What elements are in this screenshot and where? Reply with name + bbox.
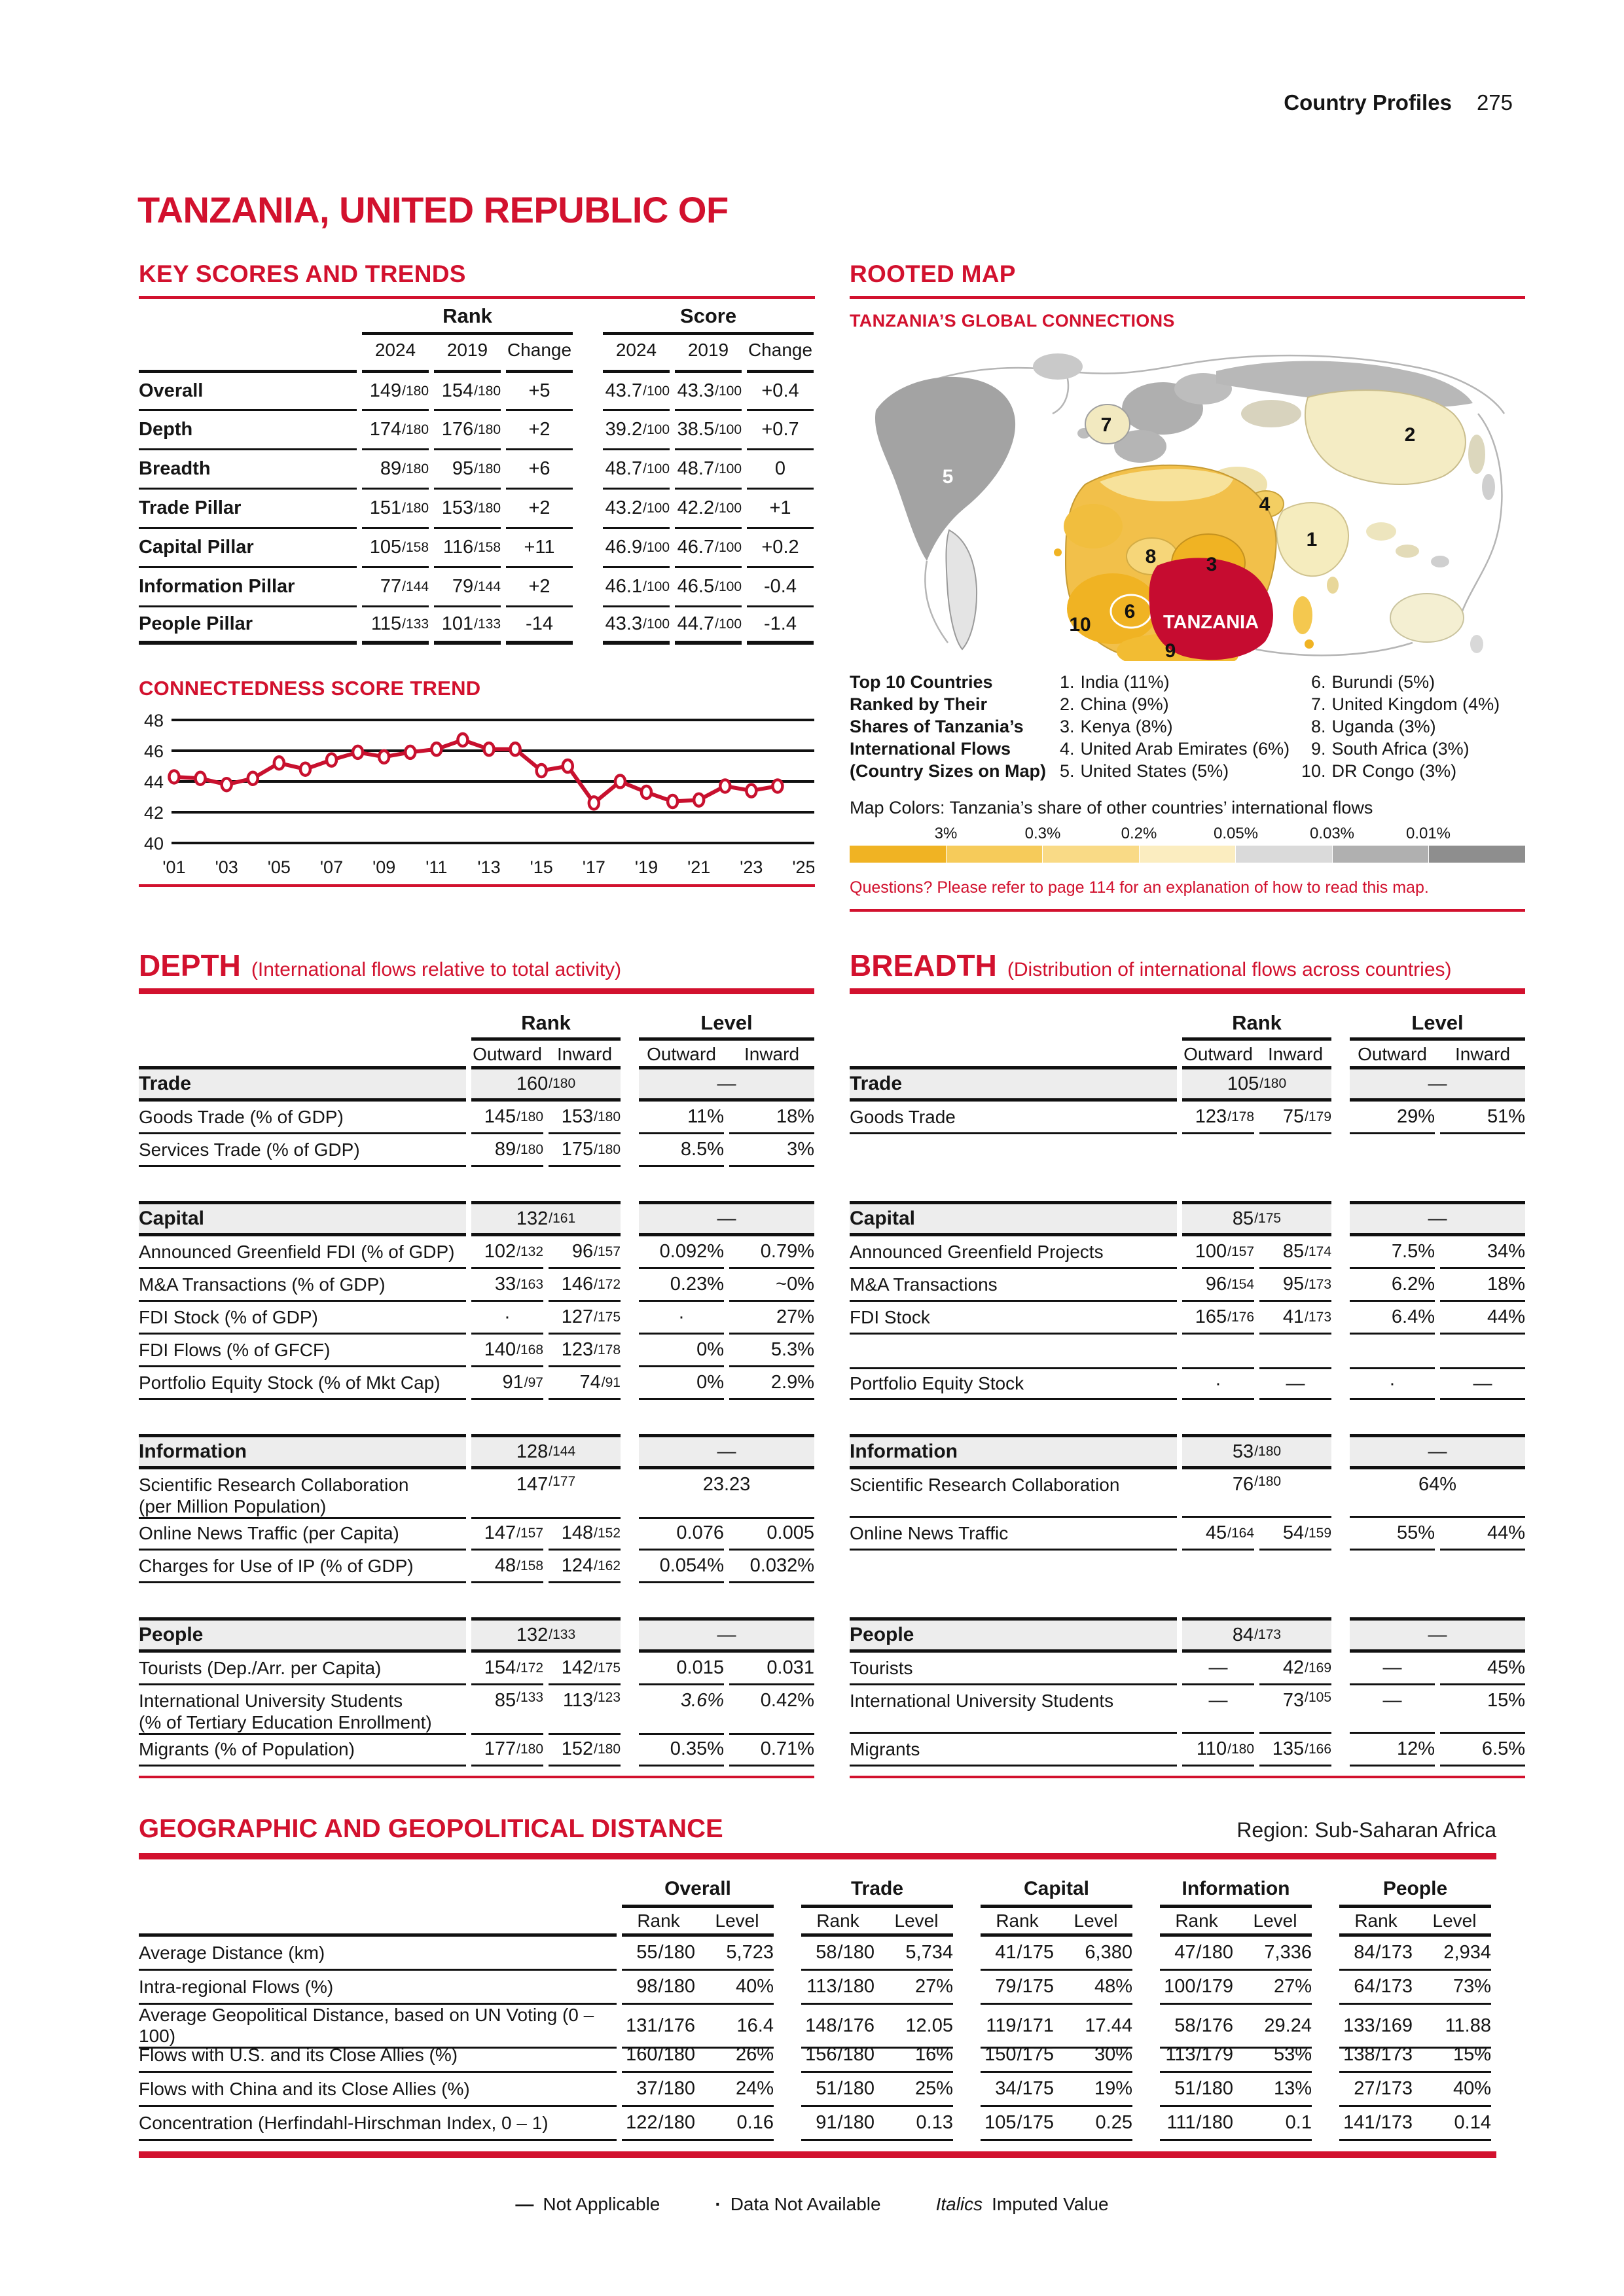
table-row: Online News Traffic 45 /164 54 /159 55% 44% — [850, 1518, 1525, 1551]
scale-label: 0.3% — [1024, 825, 1061, 842]
rank-2019-cell: 176 /180 — [434, 409, 501, 448]
inward-header: Inward — [1267, 1044, 1324, 1064]
svg-text:48: 48 — [143, 711, 164, 730]
table-row: Flows with U.S. and its Close Allies (%) 160/180 26% 156/180 16% 150/175 30% 113/179 53% 138/173 15% — [139, 2039, 1496, 2073]
table-row: Concentration (Herfindahl-Hirschman Index, 0 – 1) 122/180 0.16 91/180 0.13 105/175 0.25 111/180 0.1 141/173 0.14 — [139, 2107, 1496, 2141]
inward-header: Inward — [744, 1044, 800, 1064]
breadth-title: BREADTH — [850, 948, 997, 982]
rank-2019-cell: 95 /180 — [434, 448, 501, 488]
table-row: Portfolio Equity Stock (% of Mkt Cap) 91 /97 74 /91 0% 2.9% — [139, 1367, 814, 1400]
world-cartogram — [850, 335, 1525, 661]
table-row — [139, 488, 815, 527]
divider — [850, 988, 1525, 994]
map-label-tanzania: TANZANIA — [1163, 612, 1259, 633]
table-row: FDI Stock 165 /176 41 /173 6.4% 44% — [850, 1302, 1525, 1335]
top10-col-a — [1046, 671, 1297, 782]
top10-legend — [850, 671, 1525, 782]
rank-2019-cell: 101 /133 — [434, 605, 501, 645]
map-marker-uae: 4 — [1259, 493, 1271, 515]
row-label: Capital Pillar — [139, 527, 357, 566]
rank-2024-cell: 115 /133 — [362, 605, 429, 645]
score-2024-cell: 39.2 /100 — [603, 409, 670, 448]
geo-table — [139, 1878, 1496, 2141]
rank-2024-cell: 105 /158 — [362, 527, 429, 566]
divider — [850, 909, 1525, 912]
svg-text:'17: '17 — [582, 857, 605, 877]
col-header-2019: 2019 — [687, 340, 729, 360]
score-change-cell: 0 — [747, 448, 814, 488]
table-row: FDI Flows (% of GFCF) 140 /168 123 /178 0% 5.3% — [139, 1335, 814, 1367]
rank-change-cell: +6 — [506, 448, 573, 488]
top10-item: 6 . Burundi (5%) — [1310, 672, 1435, 692]
page-number: 275 — [1476, 90, 1513, 115]
rank-group-header: Rank — [521, 1011, 571, 1034]
rank-2024-cell: 151 /180 — [362, 488, 429, 527]
group-header-capital: Capital — [981, 1878, 1132, 1908]
table-row: Announced Greenfield FDI (% of GDP) 102 /132 96 /157 0.092% 0.79% — [139, 1236, 814, 1269]
top10-item: 3 . Kenya (8%) — [1059, 717, 1173, 736]
top10-caption: Top 10 Countries Ranked by Their Shares of Tanzania’s International Flows (Country Sizes on Map) — [850, 672, 1047, 781]
table-row: Tourists — 42 /169 — 45% — [850, 1653, 1525, 1685]
table-row: Online News Traffic (per Capita) 147 /157 148 /152 0.076 0.005 — [139, 1518, 814, 1551]
top10-item: 1 . India (11%) — [1059, 672, 1170, 692]
map-marker-india: 1 — [1306, 529, 1318, 550]
row-label: Overall — [139, 370, 357, 409]
table-row: Average Geopolitical Distance, based on UN Voting (0 – 100) 131/176 16.4 148/176 12.05 119/171 17.44 58/176 29.24 133/169 11.88 — [139, 2005, 1496, 2039]
map-marker-us: 5 — [942, 466, 954, 488]
top10-item: 8 . Uganda (3%) — [1310, 717, 1436, 736]
score-change-cell: +0.7 — [747, 409, 814, 448]
group-header-overall: Overall — [622, 1878, 774, 1908]
scale-segment — [850, 846, 946, 863]
table-row: Tourists (Dep./Arr. per Capita) 154 /172 142 /175 0.015 0.031 — [139, 1653, 814, 1685]
svg-text:'05: '05 — [267, 857, 291, 877]
map-korea — [1482, 474, 1495, 500]
map-marker-uk: 7 — [1100, 414, 1112, 436]
divider — [139, 1776, 814, 1778]
legend-not-applicable: — Not Applicable — [515, 2194, 660, 2214]
score-2024-cell: 46.1 /100 — [603, 566, 670, 605]
table-row: Scientific Research Collaboration (per Million Population) 147 /177 23.23 — [139, 1469, 814, 1518]
geo-group-header — [139, 1878, 1496, 1908]
rank-change-cell: +5 — [506, 370, 573, 409]
scale-label: 0.03% — [1309, 825, 1355, 842]
table-row — [139, 409, 815, 448]
region-label: Region: Sub-Saharan Africa — [1236, 1818, 1496, 1842]
trend-section — [139, 677, 815, 887]
rooted-map-heading: ROOTED MAP — [850, 260, 1016, 287]
map-madagascar — [1293, 596, 1312, 634]
breadth-table — [850, 1011, 1525, 1767]
breadth-heading — [850, 948, 1525, 982]
table-row: Migrants 110 /180 135 /166 12% 6.5% — [850, 1734, 1525, 1767]
rooted-map-section — [850, 260, 1525, 912]
divider — [603, 332, 814, 335]
table-row: Average Distance (km) 55/180 5,723 58/180 5,734 41/175 6,380 47/180 7,336 84/173 2,934 — [139, 1937, 1496, 1971]
inward-header: Inward — [556, 1044, 613, 1064]
top10-item: 4 . United Arab Emirates (6%) — [1059, 739, 1290, 759]
rank-2024-cell: 89 /180 — [362, 448, 429, 488]
level-group-header: Level — [1411, 1011, 1464, 1034]
map-philippines — [1431, 556, 1449, 567]
group-row-trade: Trade 160 /180 — — [139, 1066, 814, 1102]
depth-table — [139, 1011, 814, 1767]
table-row: Announced Greenfield Projects 100 /157 85 /174 7.5% 34% — [850, 1236, 1525, 1269]
depth-heading — [139, 948, 814, 982]
divider — [139, 1853, 1496, 1859]
rank-2019-cell: 154 /180 — [434, 370, 501, 409]
inward-header: Inward — [1454, 1044, 1511, 1064]
group-row-information: Information 128 /144 — — [139, 1434, 814, 1469]
divider — [639, 1037, 814, 1041]
rank-2019-cell: 153 /180 — [434, 488, 501, 527]
score-2019-cell: 48.7 /100 — [675, 448, 742, 488]
score-2019-cell: 46.7 /100 — [675, 527, 742, 566]
score-2019-cell: 46.5 /100 — [675, 566, 742, 605]
footnote-legend — [0, 2194, 1624, 2215]
score-2024-cell: 43.7 /100 — [603, 370, 670, 409]
score-2019-cell: 38.5 /100 — [675, 409, 742, 448]
table-row: M&A Transactions (% of GDP) 33 /163 146 /172 0.23% ~0% — [139, 1269, 814, 1302]
svg-text:'19: '19 — [634, 857, 659, 877]
group-header-people: People — [1339, 1878, 1491, 1908]
row-label: Trade Pillar — [139, 488, 357, 527]
rank-2024-cell: 174 /180 — [362, 409, 429, 448]
table-row: Migrants (% of Population) 177 /180 152 /180 0.35% 0.71% — [139, 1734, 814, 1767]
top10-item: 9 . South Africa (3%) — [1310, 739, 1470, 759]
col-header-change: Change — [507, 340, 572, 360]
trend-heading: CONNECTEDNESS SCORE TREND — [139, 677, 481, 700]
scale-segment — [1140, 846, 1236, 863]
divider — [362, 332, 573, 335]
top10-item: 10 . DR Congo (3%) — [1301, 761, 1457, 781]
geo-heading: GEOGRAPHIC AND GEOPOLITICAL DISTANCE — [139, 1814, 723, 1843]
map-australia — [1390, 594, 1464, 642]
scale-segment — [1236, 846, 1332, 863]
svg-text:'21: '21 — [687, 857, 711, 877]
rank-group-header: Rank — [442, 304, 492, 327]
table-row: Charges for Use of IP (% of GDP) 48 /158 124 /162 0.054% 0.032% — [139, 1551, 814, 1583]
group-row-capital: Capital 85 /175 — — [850, 1201, 1525, 1236]
svg-text:40: 40 — [143, 834, 164, 853]
score-2024-cell: 43.2 /100 — [603, 488, 670, 527]
map-se-asia — [1366, 522, 1396, 541]
table-row: Scientific Research Collaboration 76 /180 64% — [850, 1469, 1525, 1518]
trend-chart-svg — [139, 709, 814, 877]
map-sri-lanka — [1327, 577, 1339, 594]
group-row-capital: Capital 132 /161 — — [139, 1201, 814, 1236]
table-row — [139, 370, 815, 409]
depth-section — [139, 948, 814, 1778]
scale-segment — [947, 846, 1043, 863]
table-row: M&A Transactions 96 /154 95 /173 6.2% 18% — [850, 1269, 1525, 1302]
scale-label: 0.2% — [1121, 825, 1157, 842]
group-row-people: People 132 /133 — — [139, 1617, 814, 1653]
divider — [139, 988, 814, 994]
map-indonesia — [1396, 545, 1419, 558]
rank-change-cell: +2 — [506, 409, 573, 448]
col-header-2024: 2024 — [374, 340, 416, 360]
svg-text:'13: '13 — [477, 857, 501, 877]
map-marker-uganda: 8 — [1145, 546, 1157, 567]
score-2024-cell: 48.7 /100 — [603, 448, 670, 488]
outward-header: Outward — [1183, 1044, 1253, 1064]
row-label: Breadth — [139, 448, 357, 488]
table-row: International University Students — 73 /105 — 15% — [850, 1685, 1525, 1734]
table-row — [139, 448, 815, 488]
map-west-africa — [1064, 504, 1123, 548]
outward-header: Outward — [1358, 1044, 1427, 1064]
svg-text:'09: '09 — [372, 857, 396, 877]
divider — [139, 2151, 1496, 2158]
svg-text:'01: '01 — [162, 857, 186, 877]
outward-header: Outward — [647, 1044, 716, 1064]
legend-imputed-value: Italics Imputed Value — [935, 2194, 1109, 2214]
row-label: People Pillar — [139, 605, 357, 645]
svg-text:'07: '07 — [319, 857, 344, 877]
group-row-people: People 84 /173 — — [850, 1617, 1525, 1653]
table-row: Services Trade (% of GDP) 89 /180 175 /180 8.5% 3% — [139, 1134, 814, 1167]
group-header-information: Information — [1160, 1878, 1312, 1908]
breadth-section — [850, 948, 1525, 1778]
rank-2024-cell: 77 /144 — [362, 566, 429, 605]
rank-2019-cell: 79 /144 — [434, 566, 501, 605]
key-scores-header — [139, 304, 815, 370]
page-title: TANZANIA, UNITED REPUBLIC OF — [137, 189, 729, 230]
geo-heading-row — [139, 1814, 1496, 1844]
depth-subtitle: (International flows relative to total activity) — [251, 959, 622, 980]
table-row: Flows with China and its Close Allies (%) 37/180 24% 51/180 25% 34/175 19% 51/180 13% 27/173 40% — [139, 2073, 1496, 2107]
connectedness-trend-chart — [139, 709, 815, 880]
top10-item: 5 . United States (5%) — [1059, 761, 1229, 781]
rank-change-cell: +2 — [506, 566, 573, 605]
map-subheading: TANZANIA’S GLOBAL CONNECTIONS — [850, 311, 1175, 331]
top10-item: 2 . China (9%) — [1059, 694, 1169, 714]
map-color-scale — [850, 825, 1525, 865]
table-row — [139, 527, 815, 566]
score-change-cell: +0.2 — [747, 527, 814, 566]
svg-text:44: 44 — [143, 772, 164, 792]
score-group-header: Score — [679, 304, 737, 327]
group-row-trade: Trade 105 /180 — — [850, 1066, 1525, 1102]
table-row — [139, 566, 815, 605]
scale-segment — [1043, 846, 1139, 863]
table-row: Intra-regional Flows (%) 98/180 40% 113/180 27% 79/175 48% 100/179 27% 64/173 73% — [139, 1971, 1496, 2005]
top10-item: 7 . United Kingdom (4%) — [1310, 694, 1500, 714]
col-header-change: Change — [748, 340, 813, 360]
table-row: International University Students (% of Tertiary Education Enrollment) 85 /133 113 /123 3.6% 0.42% — [139, 1685, 814, 1734]
svg-text:'25: '25 — [792, 857, 814, 877]
score-2019-cell: 43.3 /100 — [675, 370, 742, 409]
scale-label: 0.05% — [1213, 825, 1259, 842]
breadth-subtitle: (Distribution of international flows across countries) — [1007, 959, 1452, 980]
map-south-america — [946, 530, 977, 649]
rank-change-cell: -14 — [506, 605, 573, 645]
col-header-2024: 2024 — [615, 340, 657, 360]
svg-text:46: 46 — [143, 742, 164, 761]
table-row: Goods Trade 123 /178 75 /179 29% 51% — [850, 1102, 1525, 1134]
svg-text:'23: '23 — [740, 857, 763, 877]
depth-title: DEPTH — [139, 948, 241, 982]
group-row-information: Information 53 /180 — — [850, 1434, 1525, 1469]
map-central-asia — [1241, 400, 1301, 427]
map-marker-china: 2 — [1404, 424, 1416, 446]
map-colors-caption: Map Colors: Tanzania’s share of other countries’ international flows — [850, 798, 1373, 817]
col-header-2019: 2019 — [446, 340, 488, 360]
geo-sub-header: Rank Level Rank Level Rank Level Rank Level Rank Level — [139, 1908, 1496, 1937]
row-label: Depth — [139, 409, 357, 448]
rank-change-cell: +11 — [506, 527, 573, 566]
group-header-trade: Trade — [801, 1878, 953, 1908]
divider — [139, 296, 815, 299]
score-2019-cell: 42.2 /100 — [675, 488, 742, 527]
map-questions-note: Questions? Please refer to page 114 for an explanation of how to read this map. — [850, 878, 1429, 897]
running-header-section: Country Profiles — [1284, 90, 1452, 115]
map-marker-south-africa: 9 — [1164, 640, 1176, 661]
map-island — [1054, 548, 1062, 556]
map-marker-burundi: 6 — [1124, 601, 1136, 622]
divider — [1182, 1037, 1331, 1041]
depth-table-header — [139, 1011, 814, 1066]
score-change-cell: +1 — [747, 488, 814, 527]
geo-section — [139, 1814, 1496, 2158]
top10-col-b — [1297, 671, 1525, 782]
rank-2019-cell: 116 /158 — [434, 527, 501, 566]
score-2024-cell: 43.3 /100 — [603, 605, 670, 645]
score-change-cell: +0.4 — [747, 370, 814, 409]
score-change-cell: -0.4 — [747, 566, 814, 605]
breadth-table-header — [850, 1011, 1525, 1066]
scale-segment — [1429, 846, 1525, 863]
svg-text:'15: '15 — [530, 857, 553, 877]
score-change-cell: -1.4 — [747, 605, 814, 645]
legend-data-not-available: · Data Not Available — [715, 2194, 881, 2214]
outward-header: Outward — [473, 1044, 542, 1064]
key-scores-section — [139, 260, 815, 645]
divider — [1350, 1037, 1525, 1041]
score-2019-cell: 44.7 /100 — [675, 605, 742, 645]
map-marker-kenya: 3 — [1206, 554, 1218, 575]
running-header — [1284, 90, 1513, 115]
table-row: FDI Stock (% of GDP) · 127 /175 · 27% — [139, 1302, 814, 1335]
divider — [850, 1776, 1525, 1778]
map-japan — [1468, 435, 1485, 474]
map-new-zealand — [1470, 635, 1483, 653]
level-group-header: Level — [700, 1011, 753, 1034]
scale-bar — [850, 846, 1525, 863]
table-row: Goods Trade (% of GDP) 145 /180 153 /180 11% 18% — [139, 1102, 814, 1134]
divider — [471, 1037, 621, 1041]
scale-segment — [1333, 846, 1429, 863]
rank-group-header: Rank — [1232, 1011, 1282, 1034]
scale-label: 0.01% — [1405, 825, 1451, 842]
row-label: Information Pillar — [139, 566, 357, 605]
map-greenland — [1033, 353, 1083, 380]
map-island — [1305, 639, 1314, 649]
score-2024-cell: 46.9 /100 — [603, 527, 670, 566]
scale-label: 3% — [934, 825, 958, 842]
svg-text:'03: '03 — [215, 857, 238, 877]
map-marker-dr-congo: 10 — [1069, 614, 1091, 636]
svg-text:'11: '11 — [425, 857, 448, 877]
divider — [850, 296, 1525, 299]
table-row — [139, 605, 815, 645]
divider — [139, 884, 815, 887]
svg-text:42: 42 — [143, 803, 164, 823]
key-scores-heading: KEY SCORES AND TRENDS — [139, 260, 466, 287]
rank-2024-cell: 149 /180 — [362, 370, 429, 409]
table-row: Portfolio Equity Stock · — · — — [850, 1367, 1525, 1400]
rank-change-cell: +2 — [506, 488, 573, 527]
